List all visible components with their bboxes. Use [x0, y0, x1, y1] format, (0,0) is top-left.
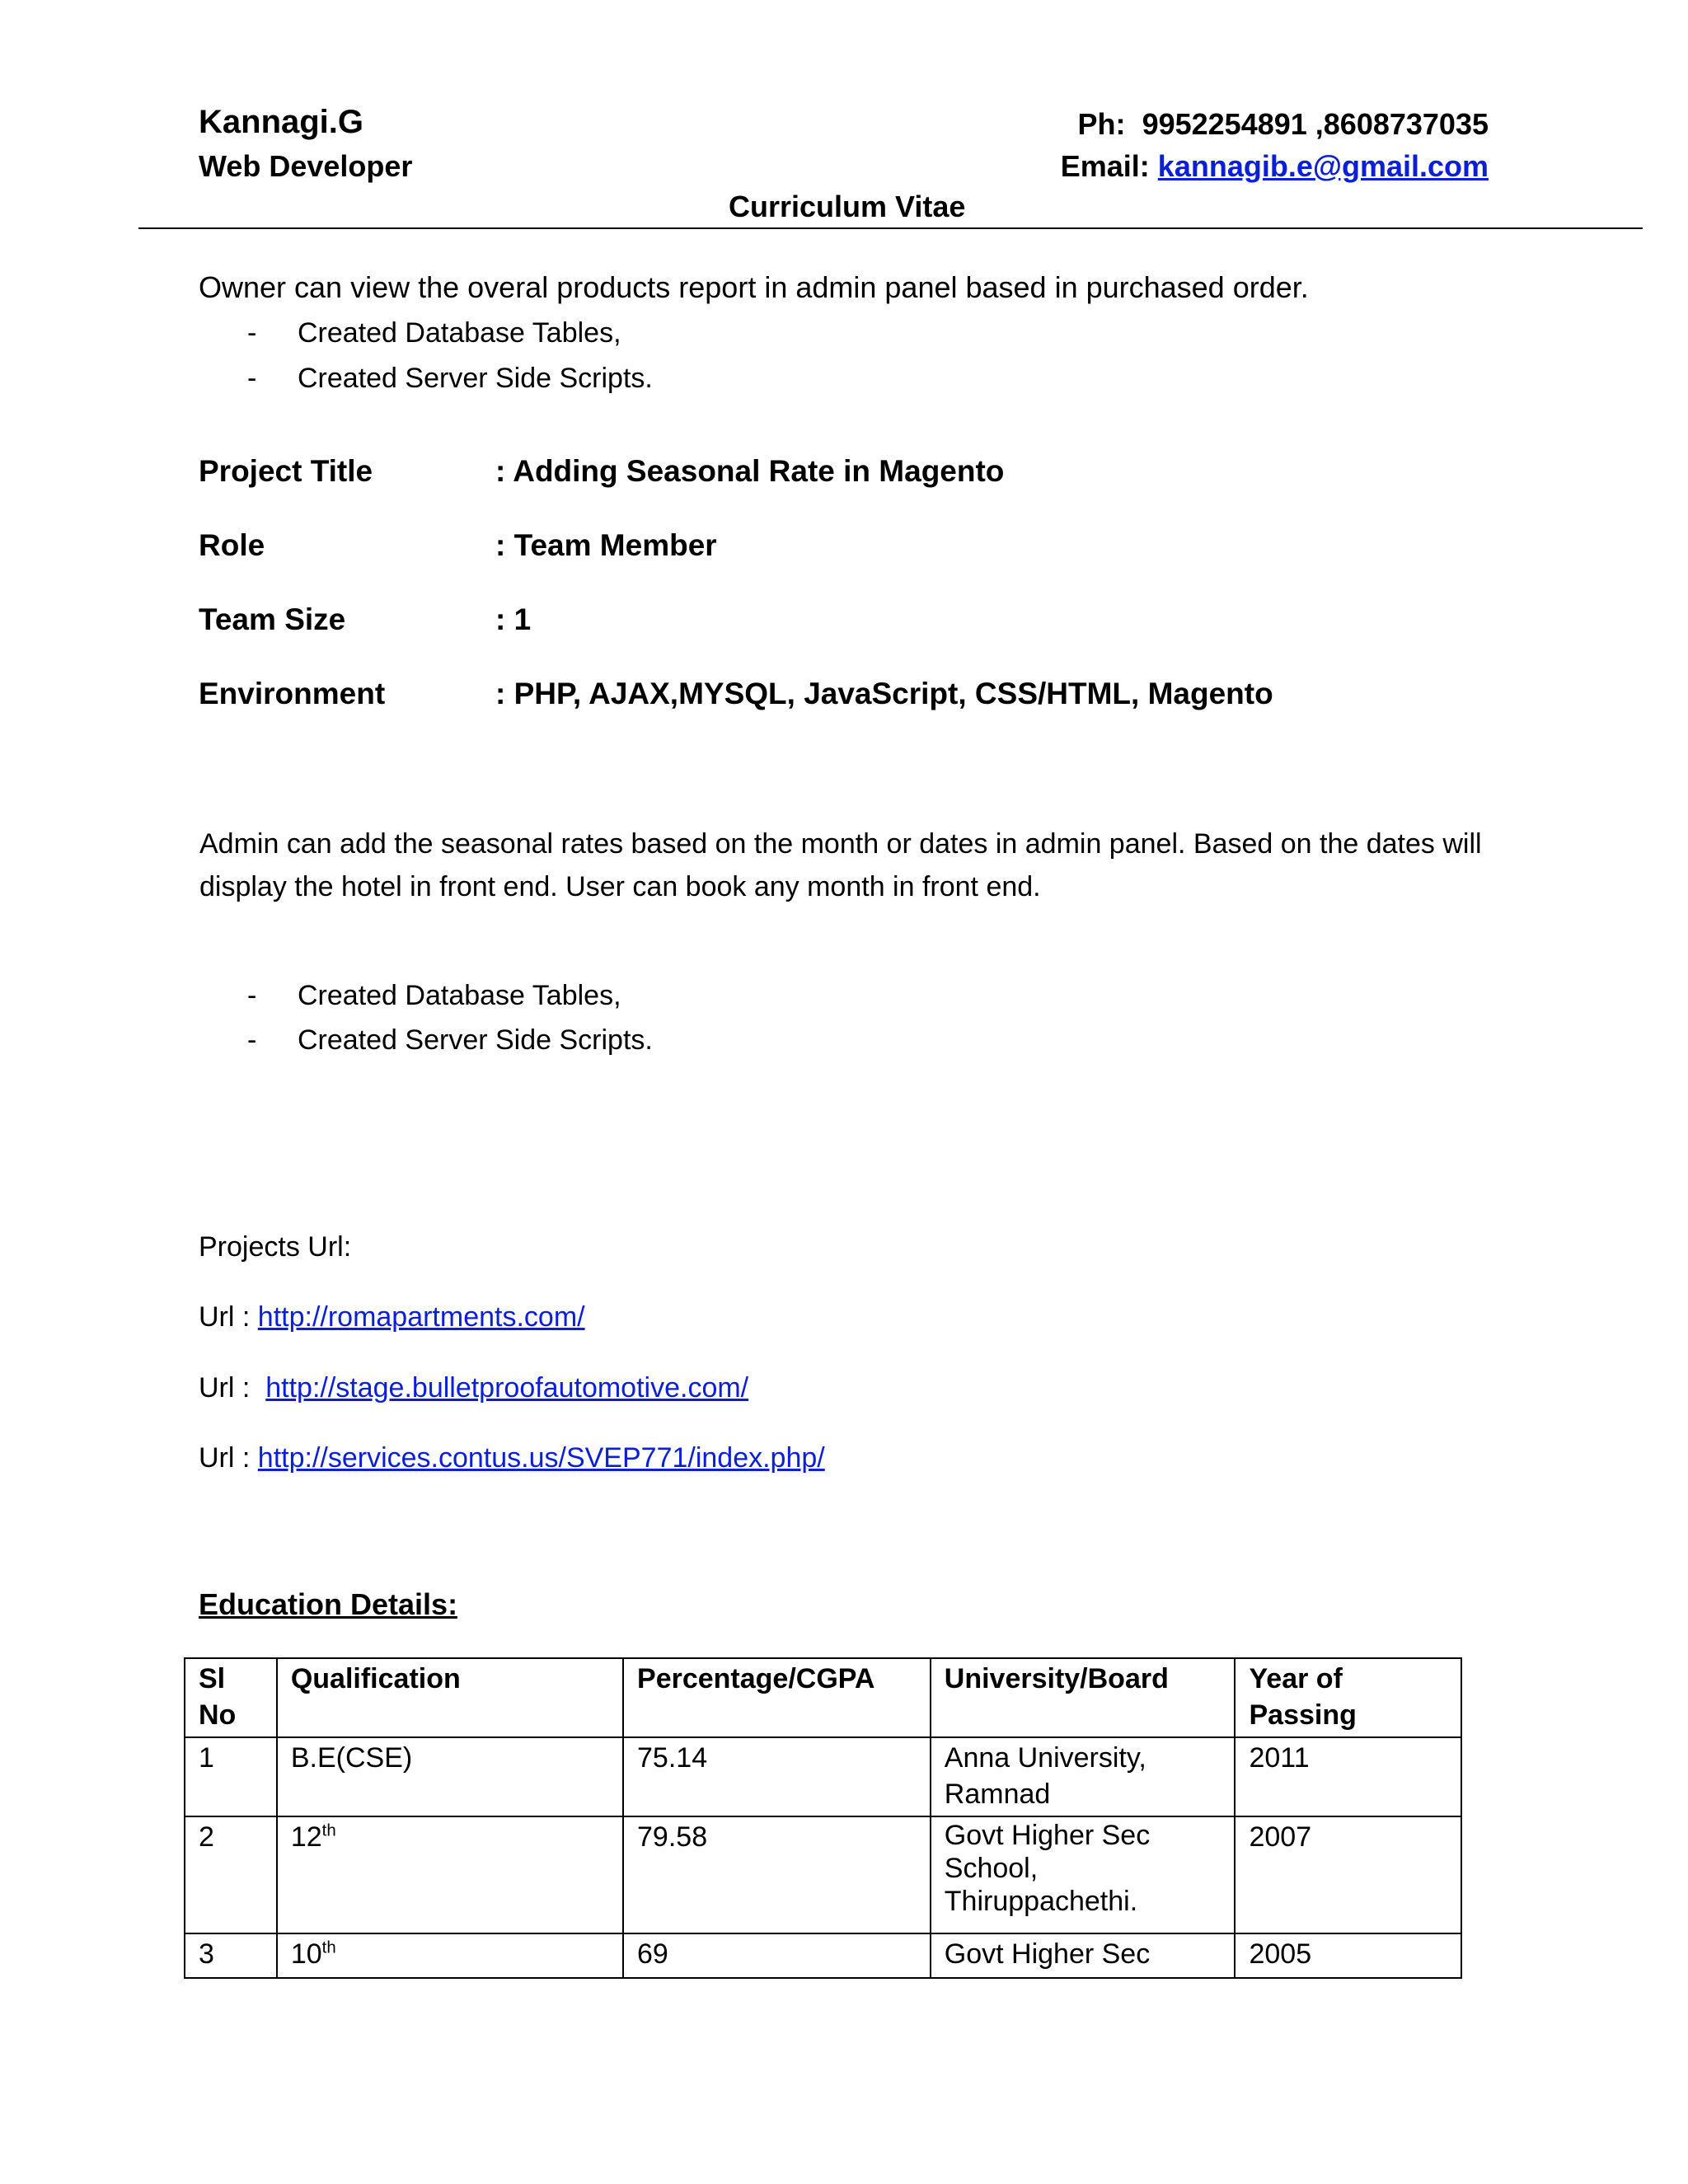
- intro-text: Owner can view the overal products report in admin panel based in purchased order.: [199, 270, 1309, 304]
- role-value: : Team Member: [495, 528, 717, 562]
- cell-sl: 1: [185, 1737, 277, 1816]
- cell-university: Govt Higher Sec: [931, 1933, 1236, 1978]
- intro-bullet-dash: -: [247, 317, 257, 349]
- phone-label: Ph:: [1077, 107, 1126, 141]
- url-link[interactable]: http://stage.bulletproofautomotive.com/: [265, 1372, 749, 1404]
- cell-sl: 2: [185, 1816, 277, 1933]
- project-bullet-dash: -: [247, 980, 257, 1011]
- intro-bullet: Created Database Tables,: [298, 317, 621, 349]
- cell-year: 2007: [1235, 1816, 1461, 1933]
- cell-qualification: B.E(CSE): [277, 1737, 623, 1816]
- document-title: Curriculum Vitae: [729, 190, 966, 223]
- url-row: [199, 1372, 748, 1404]
- education-heading: Education Details:: [199, 1587, 458, 1621]
- email-link[interactable]: kannagib.e@gmail.com: [1157, 149, 1489, 183]
- column-header-university: University/Board: [931, 1658, 1236, 1737]
- cell-qualification: 10th: [277, 1933, 623, 1978]
- cell-qualification: 12th: [277, 1816, 623, 1933]
- intro-bullet-dash: -: [247, 363, 257, 394]
- project-bullet: Created Server Side Scripts.: [298, 1024, 653, 1056]
- team-size-value: : 1: [495, 602, 532, 636]
- email-label: Email:: [1060, 149, 1150, 183]
- cell-year: 2005: [1235, 1933, 1461, 1978]
- column-header-qualification: Qualification: [277, 1658, 623, 1737]
- url-label: Url :: [199, 1372, 251, 1404]
- table-header-row: [185, 1658, 1461, 1737]
- project-title-value: : Adding Seasonal Rate in Magento: [495, 454, 1005, 488]
- table-row: [185, 1816, 1461, 1933]
- candidate-name: Kannagi.G: [199, 104, 364, 140]
- url-row: [199, 1442, 825, 1474]
- cell-university: Anna University, Ramnad: [931, 1737, 1236, 1816]
- project-bullet: Created Database Tables,: [298, 980, 621, 1011]
- column-header-percentage: Percentage/CGPA: [623, 1658, 931, 1737]
- column-header-sl-no: Sl No: [185, 1658, 277, 1737]
- url-link[interactable]: http://services.contus.us/SVEP771/index.php/: [257, 1442, 825, 1474]
- cell-sl: 3: [185, 1933, 277, 1978]
- project-bullet-dash: -: [247, 1024, 257, 1056]
- table-row: [185, 1737, 1461, 1816]
- table-row: [185, 1933, 1461, 1978]
- cell-university: Govt Higher Sec School, Thiruppachethi.: [931, 1816, 1236, 1933]
- projects-url-heading: Projects Url:: [199, 1231, 352, 1263]
- url-link[interactable]: http://romapartments.com/: [257, 1301, 585, 1333]
- column-header-year: Year of Passing: [1235, 1658, 1461, 1737]
- header-divider: [138, 227, 1643, 229]
- url-row: [199, 1301, 585, 1333]
- cell-year: 2011: [1235, 1737, 1461, 1816]
- education-table: [184, 1657, 1462, 1979]
- intro-bullet: Created Server Side Scripts.: [298, 363, 653, 394]
- phone-line: [1078, 107, 1489, 142]
- candidate-role: Web Developer: [199, 149, 413, 183]
- environment-label: Environment: [199, 677, 386, 710]
- role-label: Role: [199, 528, 265, 562]
- project-title-label: Project Title: [199, 454, 373, 488]
- project-description: Admin can add the seasonal rates based on the month or dates in admin panel. Based on the dates will display the hotel in front end. User can book any month in front end.: [199, 828, 1482, 902]
- cell-percentage: 75.14: [623, 1737, 931, 1816]
- phone-value: 9952254891 ,8608737035: [1142, 107, 1489, 141]
- environment-value: : PHP, AJAX,MYSQL, JavaScript, CSS/HTML, Magento: [495, 677, 1273, 710]
- url-label: Url :: [199, 1442, 251, 1474]
- cell-percentage: 69: [623, 1933, 931, 1978]
- email-line: [1061, 149, 1489, 184]
- cell-percentage: 79.58: [623, 1816, 931, 1933]
- url-label: Url :: [199, 1301, 251, 1333]
- team-size-label: Team Size: [199, 602, 346, 636]
